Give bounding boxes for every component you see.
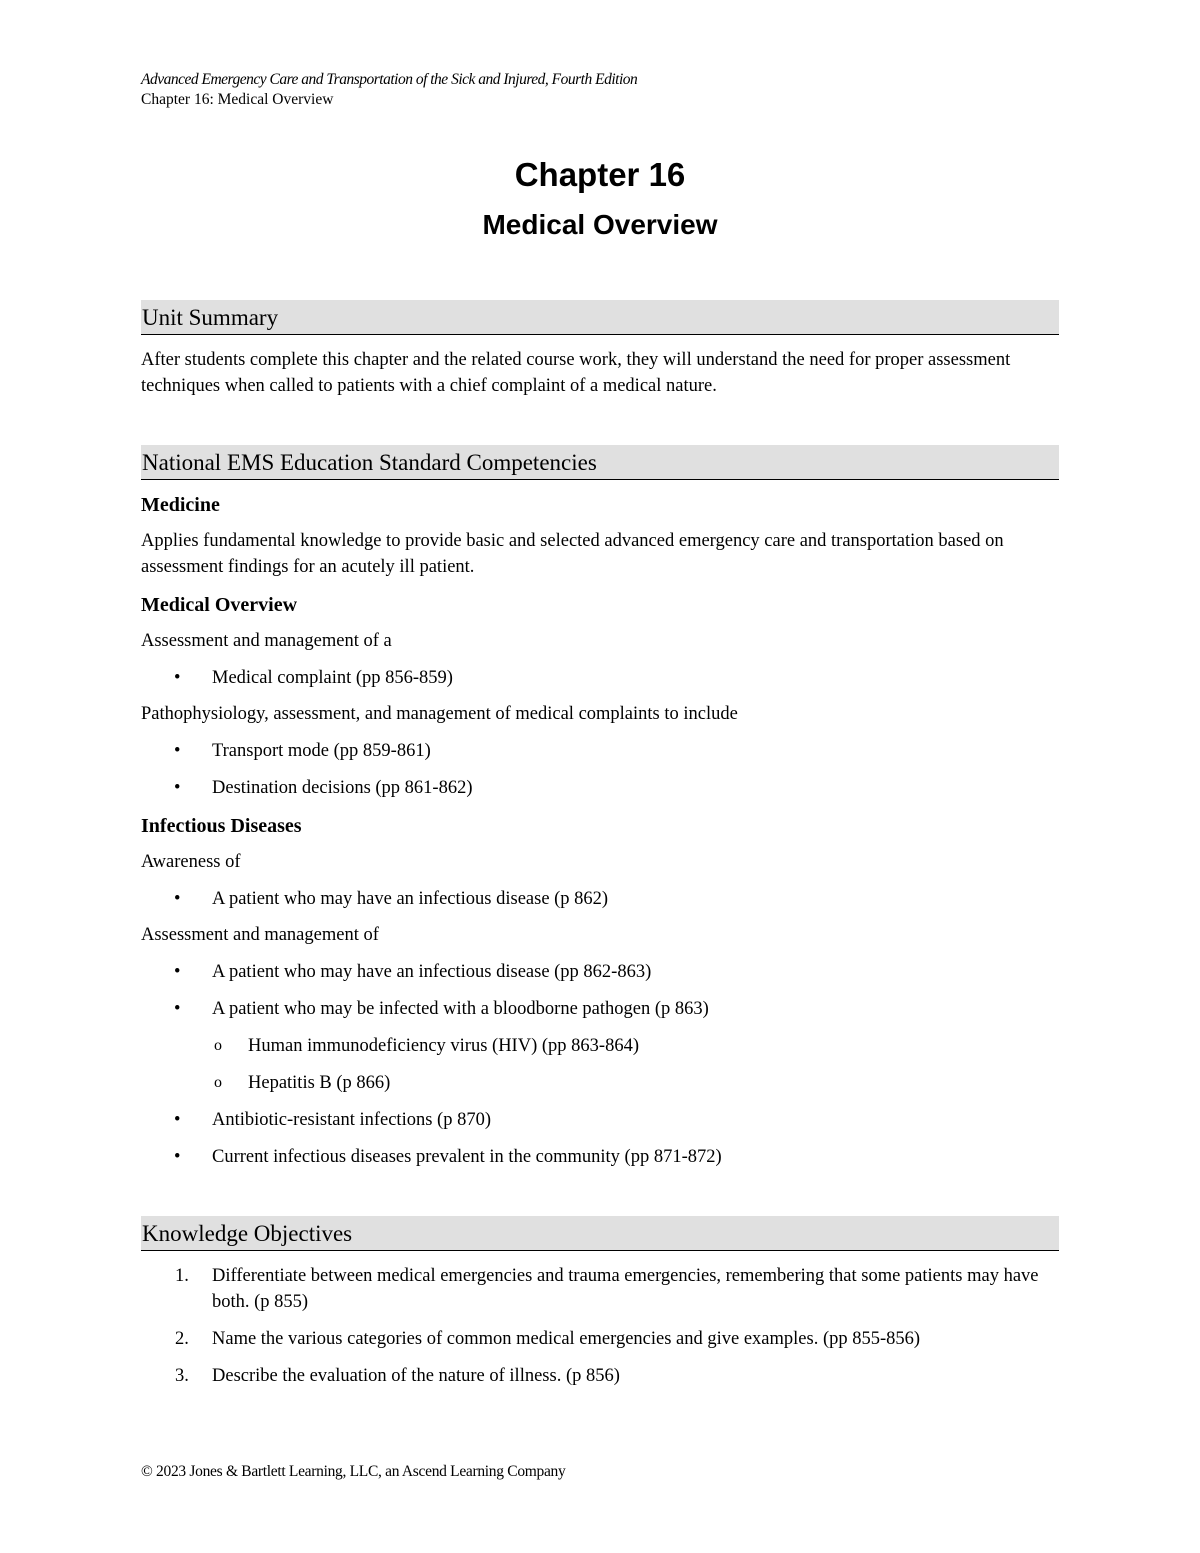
bullet-mark: • (174, 668, 181, 688)
title-block (0, 150, 1200, 250)
list-item: • A patient who may have an infectious disease (p 862) (141, 886, 1059, 912)
list-item: • Current infectious diseases prevalent in the community (pp 871-872) (141, 1144, 1059, 1170)
list-item: • Transport mode (pp 859-861) (141, 738, 1059, 764)
list-item: • A patient who may have an infectious disease (pp 862-863) (141, 959, 1059, 985)
bullet-mark: • (174, 1147, 181, 1167)
numbered-item: 3. Describe the evaluation of the nature of illness. (p 856) (175, 1366, 620, 1386)
running-header (141, 70, 637, 110)
list-item: • Antibiotic-resistant infections (p 870) (141, 1107, 1059, 1133)
bullet-mark: • (174, 889, 181, 909)
bullet-mark: • (174, 1110, 181, 1130)
copyright-footer: © 2023 Jones & Bartlett Learning, LLC, an Ascend Learning Company (141, 1463, 566, 1480)
list-item: • Destination decisions (pp 861-862) (141, 775, 1059, 801)
sub-list-item: o Human immunodeficiency virus (HIV) (pp 863-864) (141, 1033, 1059, 1059)
medical-overview-lead-1: Assessment and management of a (141, 631, 392, 651)
numbered-item: 1. Differentiate between medical emergencies and trauma emergencies, remembering that some patients may have both. (p 855) (175, 1266, 1039, 1312)
unit-summary-text: After students complete this chapter and the related course work, they will understand the need for proper assessment techniques when called to patients with a chief complaint of a medical nature. (141, 350, 1011, 396)
competencies-heading: National EMS Education Standard Competencies (141, 445, 1059, 480)
infectious-lead-1: Awareness of (141, 852, 241, 872)
bullet-mark: • (174, 999, 181, 1019)
bullet-mark: • (174, 962, 181, 982)
medical-overview-heading: Medical Overview (141, 594, 298, 616)
chapter-number: Chapter 16 (514, 156, 686, 193)
chapter-line: Chapter 16: Medical Overview (141, 91, 334, 108)
infectious-diseases-heading: Infectious Diseases (141, 815, 302, 837)
unit-summary-heading: Unit Summary (141, 300, 1059, 335)
numbered-item: 2. Name the various categories of common medical emergencies and give examples. (pp 855-856) (175, 1329, 921, 1349)
list-item: • A patient who may be infected with a bloodborne pathogen (p 863) (141, 996, 1059, 1022)
sub-bullet-mark: o (214, 1037, 222, 1054)
medicine-heading: Medicine (141, 494, 220, 516)
chapter-name: Medical Overview (482, 209, 718, 240)
medical-overview-lead-2: Pathophysiology, assessment, and management of medical complaints to include (141, 704, 738, 724)
sub-bullet-mark: o (214, 1074, 222, 1091)
knowledge-objectives-heading: Knowledge Objectives (141, 1216, 1059, 1251)
sub-list-item: o Hepatitis B (p 866) (141, 1070, 1059, 1096)
infectious-lead-2: Assessment and management of (141, 925, 379, 945)
bullet-mark: • (174, 741, 181, 761)
list-item: • Medical complaint (pp 856-859) (141, 665, 1059, 691)
book-title: Advanced Emergency Care and Transportation of the Sick and Injured, Fourth Edition (141, 71, 638, 88)
page-content (141, 300, 1059, 1389)
medicine-text: Applies fundamental knowledge to provide basic and selected advanced emergency care and transportation based on assessment findings for an acutely ill patient. (141, 531, 1004, 577)
bullet-mark: • (174, 778, 181, 798)
